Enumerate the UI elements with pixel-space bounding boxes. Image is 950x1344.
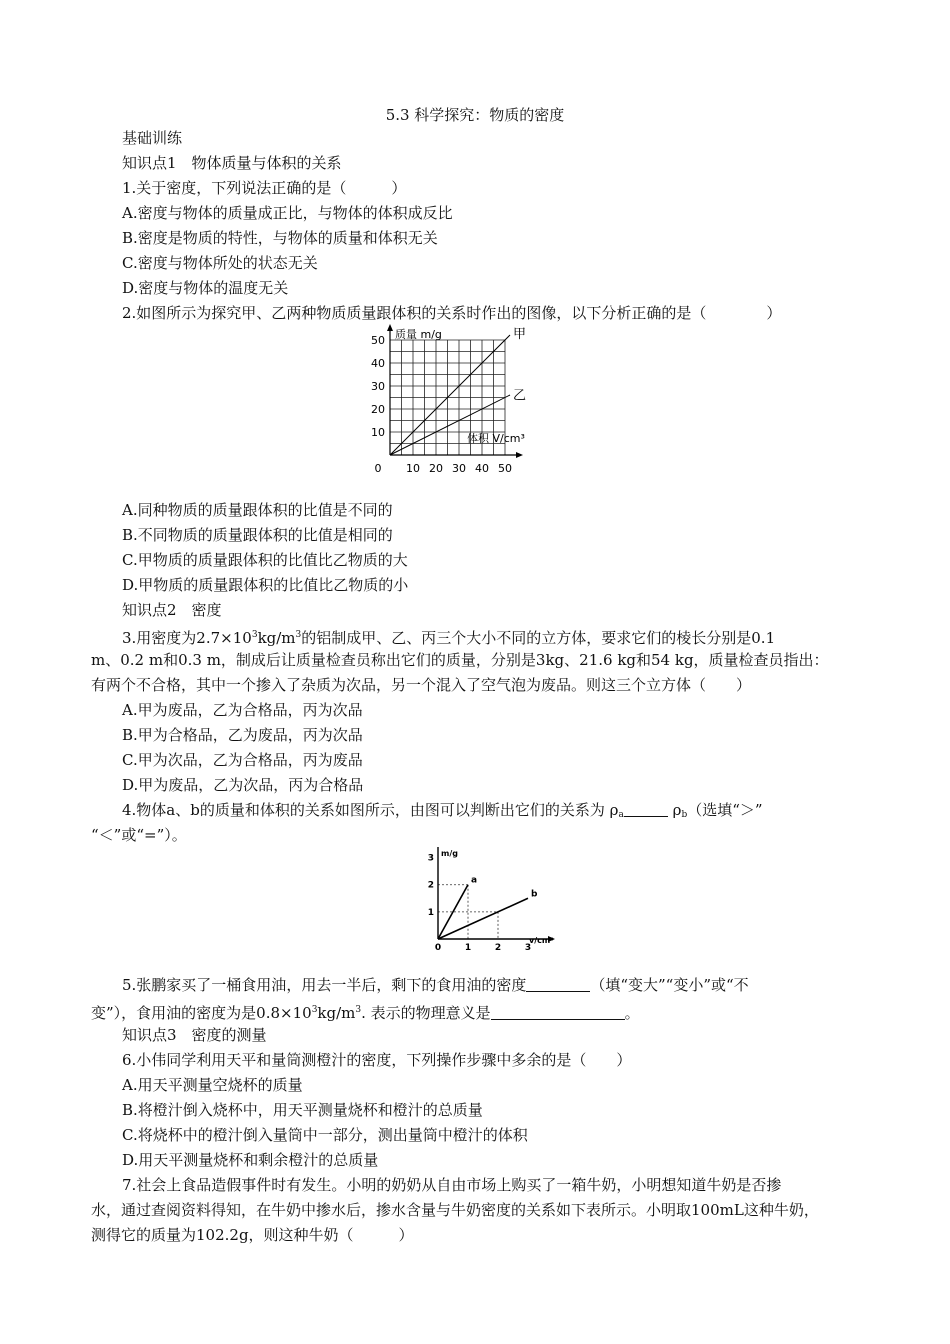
y-tick-label: 3 — [427, 853, 434, 864]
series-line-乙 — [390, 395, 510, 455]
q2-option-a: A.同种物质的质量跟体积的比值是不同的 — [122, 501, 393, 519]
knowledge-point-1: 知识点1 物体质量与体积的关系 — [122, 154, 342, 172]
x-tick-label: 30 — [452, 462, 466, 475]
q2-stem: 2.如图所示为探究甲、乙两种物质质量跟体积的关系时作出的图像，以下分析正确的是（ ） — [122, 304, 782, 322]
x-tick-label: 0 — [374, 462, 382, 475]
q6-option-c: C.将烧杯中的橙汁倒入量筒中一部分，测出量筒中橙汁的体积 — [122, 1126, 528, 1144]
x-axis-label: v/cm³ — [529, 936, 554, 945]
q1-option-c: C.密度与物体所处的状态无关 — [122, 254, 318, 272]
q4-line-2: “＜”或“=”）。 — [91, 826, 187, 844]
q5-blank-1[interactable] — [526, 977, 590, 992]
chart-labels — [428, 849, 554, 953]
q6-stem: 6.小伟同学利用天平和量筒测橙汁的密度，下列操作步骤中多余的是（ ） — [122, 1051, 632, 1069]
y-tick-label: 50 — [371, 334, 385, 347]
mass-volume-chart — [360, 323, 530, 483]
chart-guides — [438, 885, 498, 939]
q6-option-d: D.用天平测量烧杯和剩余橙汁的总质量 — [122, 1151, 379, 1169]
section-heading: 基础训练 — [122, 129, 183, 147]
series-line-b — [438, 898, 528, 939]
q1-stem: 1.关于密度，下列说法正确的是（ ） — [122, 179, 407, 197]
q1-option-d: D.密度与物体的温度无关 — [122, 279, 289, 297]
q6-option-a: A.用天平测量空烧杯的质量 — [122, 1076, 303, 1094]
y-tick-label: 2 — [427, 880, 434, 891]
x-tick-label: 50 — [498, 462, 512, 475]
q5-line-2: 变”），食用油的密度为是$0.8\times 10^3kg/m^3$. 表示的物理意义是 。 — [91, 1004, 640, 1022]
y-tick-label: 40 — [371, 357, 385, 370]
q3-line-3: 有两个不合格，其中一个掺入了杂质为次品，另一个混入了空气泡为废品。则这三个立方体（ ） — [91, 676, 752, 694]
x-tick-label: 3 — [524, 943, 532, 953]
series-label: b — [531, 889, 538, 900]
series-label: 甲 — [513, 327, 527, 342]
q7-line-2: 水，通过查阅资料得知，在牛奶中掺水后，掺水含量与牛奶密度的关系如下表所示。小明取100mL这种牛奶， — [91, 1201, 819, 1219]
x-tick-label: 2 — [494, 943, 502, 953]
y-tick-label: 20 — [371, 403, 385, 416]
q3-option-c: C.甲为次品，乙为合格品，丙为废品 — [122, 751, 363, 769]
series-label: 乙 — [513, 388, 527, 404]
series-label: a — [471, 875, 478, 886]
q7-line-3: 测得它的质量为102.2g，则这种牛奶（ ） — [91, 1226, 414, 1244]
x-axis-label: 体积 V/cm³ — [467, 432, 525, 445]
q2-option-c: C.甲物质的质量跟体积的比值比乙物质的大 — [122, 551, 408, 569]
page-title: 5.3 科学探究：物质的密度 — [385, 106, 565, 124]
y-tick-label: 1 — [427, 907, 434, 918]
q3-option-d: D.甲为废品，乙为次品，丙为合格品 — [122, 776, 364, 794]
q3-option-a: A.甲为废品，乙为合格品，丙为次品 — [122, 701, 363, 719]
x-tick-label: 40 — [475, 462, 489, 475]
y-tick-label: 10 — [371, 426, 385, 439]
q2-option-b: B.不同物质的质量跟体积的比值是相同的 — [122, 526, 393, 544]
x-tick-label: 20 — [429, 462, 443, 475]
q4-line-1: 4.物体a、b的质量和体积的关系如图所示，由图可以判断出它们的关系为 $\rho_a$ $\rho_b$（选填“＞” — [122, 801, 763, 820]
y-axis-arrow — [387, 324, 393, 331]
q1-option-b: B.密度是物质的特性，与物体的质量和体积无关 — [122, 229, 438, 247]
q5-blank-2[interactable] — [491, 1005, 625, 1020]
q5-line-1: 5.张鹏家买了一桶食用油，用去一半后，剩下的食用油的密度 （填“变大”“变小”或“不 — [122, 976, 749, 994]
q3-line-2: m、0.2 m和0.3 m，制成后让质量检查员称出它们的质量，分别是3kg、21.6 kg和54 kg，质量检查员指出： — [91, 651, 829, 669]
y-tick-label: 30 — [371, 380, 385, 393]
q6-option-b: B.将橙汁倒入烧杯中，用天平测量烧杯和橙汁的总质量 — [122, 1101, 483, 1119]
knowledge-point-3: 知识点3 密度的测量 — [122, 1026, 267, 1044]
x-tick-label: 10 — [406, 462, 420, 475]
q1-option-a: A.密度与物体的质量成正比，与物体的体积成反比 — [122, 204, 453, 222]
q7-line-1: 7.社会上食品造假事件时有发生。小明的奶奶从自由市场上购买了一箱牛奶，小明想知道牛奶是否掺 — [122, 1176, 782, 1194]
q3-option-b: B.甲为合格品，乙为废品，丙为次品 — [122, 726, 363, 744]
knowledge-point-2: 知识点2 密度 — [122, 601, 222, 619]
ab-mass-volume-chart — [418, 847, 558, 957]
x-tick-label: 0 — [434, 943, 442, 953]
q2-option-d: D.甲物质的质量跟体积的比值比乙物质的小 — [122, 576, 409, 594]
y-axis-label: m/g — [441, 849, 458, 858]
q4-answer-blank[interactable] — [624, 802, 668, 817]
q3-line-1: 3.用密度为$2.7\times 10^3kg/m^3$的铝制成甲、乙、丙三个大小不同的立方体，要求它们的棱长分别是0.1 — [122, 629, 776, 647]
x-axis-arrow — [516, 452, 523, 458]
x-tick-label: 1 — [464, 943, 472, 953]
y-axis-label: 质量 m/g — [395, 328, 442, 341]
